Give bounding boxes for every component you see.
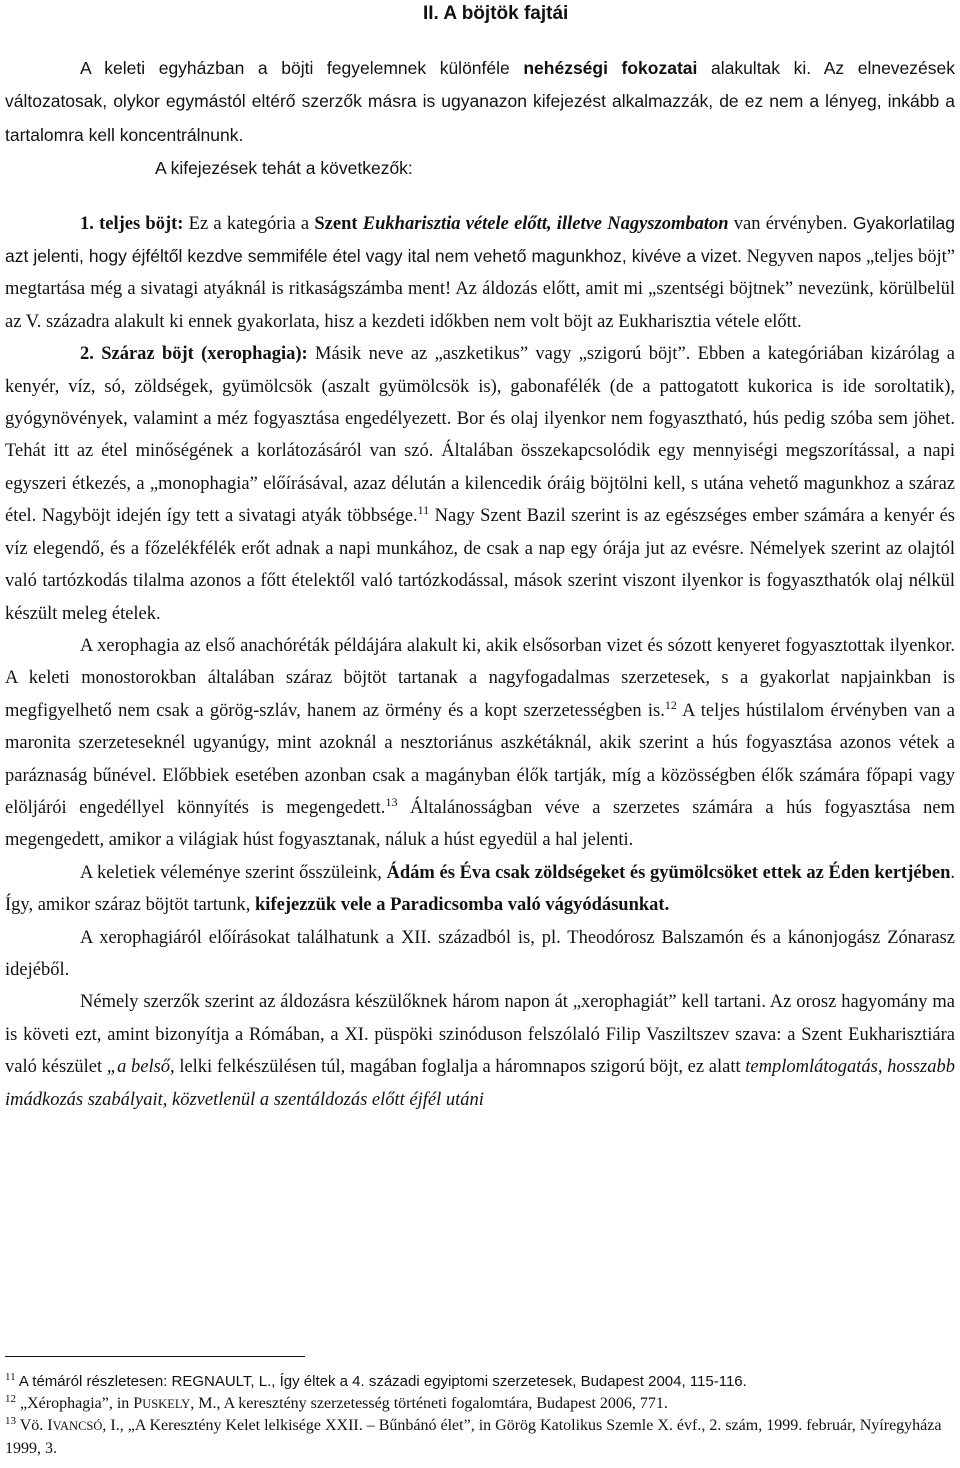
paragraph-teljes-bojt — [5, 207, 955, 339]
footnote-author: USKELY — [142, 1396, 191, 1411]
intro-text-2: alakultak ki. Az elnevezések változatosak, olykor egymástól eltérő szerzők másra is ugyanazon kifejezést alkalmazzák, de ez nem a lényeg, inkább a tartalomra kell koncentrálnunk. — [5, 58, 956, 145]
footnote-author: EGNAULT — [182, 1373, 251, 1390]
footnote-ref-13[interactable]: 13 — [385, 794, 398, 809]
xerophagia-text-3: Általánosságban véve a szerzetes számára a hús fogyasztása nem megengedett, amikor a világiak húst fogyasztanak, náluk a húst egyedül a hal jelenti. — [5, 797, 955, 851]
szaraz-bojt-text-1: Másik neve az „aszketikus” vagy „szigorú böjt”. Ebben a kategóriában kizárólag a kenyér, víz, só, zöldségek, gyümölcsök (aszalt gyümölcsök is), gabonafélék (de a pattogatott kukorica is ide soroltatik), gyógynövények, valamint a méz fogyasztása engedélyezett. Bor és olaj ilyenkor nem fogyasztható, hús pedig szóba sem jöhet. Tehát itt az étel minőségének a korlátozásáról van szó. Általában összekapcsolódik egy mennyiségi megszorítással, a napi egyszeri étkezés, a „monophagia” előírásával, azaz délután a kilencedik óráig böjtölni kell, s utána vehető magunkhoz a száraz étel. Nagyböjt idején így tett a sivatagi atyák többsége. — [5, 344, 955, 527]
teljes-bojt-euch: Eukharisztia vétele előtt, illetve Nagyszombaton — [357, 213, 729, 234]
teljes-bojt-text-4: Negyven napos „teljes böjt” megtartása még a sivatagi atyáknál is ritkaságszámba ment! Az áldozás előtt, amit mi „szentségi böjtnek” nevezünk, körülbelül az V. századra alakult ki ennek gyakorlata, hisz a kezdeti időkben nem volt böjt az Eukharisztia vétele előtt. — [5, 247, 955, 332]
footnote-text: , M., A keresztény szerzetesség történeti fogalomtára, Budapest 2006, 771. — [190, 1394, 668, 1412]
footnote-number: 12 — [5, 1392, 16, 1405]
teljes-bojt-text-1: Ez a kategória a — [183, 213, 315, 234]
keletiek-text-2: . Így, amikor száraz böjtöt tartunk, — [5, 862, 955, 916]
teljes-bojt-text-3: Gyakorlatilag azt jelenti, hogy éjféltől kezdve semmiféle étel vagy ital nem vehető magunkhoz, kivéve a vizet. — [5, 212, 955, 267]
footnote-number: 11 — [5, 1371, 16, 1383]
xerophagia-text-2: A teljes hústilalom érvényben van a maronita szerzeteseknél ugyanúgy, mint azoknál a nesztoriánus aszkétáknál, akik szerint a hús fogyasztása azonos vétek a paráznaság bűnével. Előbbiek esetében azonban csak a magányban élők tartják, míg a közösségben élők számára főpapi vagy elöljárói engedéllyel könnyítés is megengedett. — [5, 700, 955, 818]
intro-bold: nehézségi fokozatai — [523, 58, 698, 78]
footnote-11 — [5, 1371, 955, 1393]
footnote-ref-11[interactable]: 11 — [417, 503, 430, 518]
szaraz-bojt-title: 2. Száraz böjt (xerophagia): — [80, 344, 308, 365]
intro-text-1: A keleti egyházban a böjti fegyelemnek különféle — [80, 58, 524, 78]
xerophagia-text-1: A xerophagia az első anachóréták példájára alakult ki, akik elsősorban vizet és sózott kenyeret fogyasztottak ilyenkor. A keleti monostorokban általában száraz böjtöt tartanak a nagyfogadalmas szerzetesek, s a gyakorlat napjainkban is megfigyelhető nem csak a görög-szláv, hanem az örmény és a kopt szerzetességben is. — [5, 635, 955, 721]
footnote-divider — [5, 1356, 305, 1357]
footnote-text: A témáról részletesen: R — [15, 1373, 183, 1390]
footnote-text: Vö. I — [16, 1417, 53, 1434]
footnote-text: „Xérophagia”, in P — [16, 1394, 143, 1412]
paragraph-keletiek — [5, 857, 955, 922]
intro-paragraph — [5, 52, 955, 185]
intro-text-3: A kifejezések tehát a következők: — [155, 158, 413, 179]
nemely-italic-1: „a belső, — [106, 1057, 175, 1078]
paragraph-nemely-szerzok — [5, 986, 955, 1116]
footnote-text: , L., Így éltek a 4. századi egyiptomi szerzetesek, Budapest 2004, 115-116. — [250, 1373, 747, 1390]
nemely-text-1: Némely szerzők szerint az áldozásra készülőknek három napon át „xerophagiát” kell tartani. Az orosz hagyomány ma is követi ezt, amint bizonyítja a Rómában, a XI. püspöki szinóduson felszólaló Filip Vasziltszev szava: a Szent Eukharisztiára való készület — [5, 992, 955, 1078]
paragraph-xerophagia — [5, 630, 955, 857]
nemely-italic-2: templomlátogatás, hosszabb imádkozás szabályait, közvetlenül a szentáldozás előtt éjfél utáni — [5, 1057, 955, 1110]
footnote-12 — [5, 1393, 955, 1416]
footnote-ref-12[interactable]: 12 — [664, 697, 677, 712]
szaraz-bojt-text-2: Nagy Szent Bazil szerint is az egészséges ember számára a kenyér és víz elegendő, és a főzelékfélék erőt adnak a napi munkához, de csak a nap egy órája jut az evésre. Némelyek szerint az olajtól való tartózkodás tilalma azonos a főtt ételektől való tartózkodással, mások szerint viszont ilyenkor is fogyaszthatók olaj nélkül készült meleg ételek. — [5, 506, 956, 624]
paragraph-szaraz-bojt — [5, 338, 955, 630]
xii-szazad-text: A xerophagiáról előírásokat találhatunk a XII. századból is, pl. Theodórosz Balszamón és a kánonjogász Zónarasz idejéből. — [5, 927, 955, 980]
keletiek-bold-1: Ádám és Éva csak zöldségeket és gyümölcsöket ettek az Éden kertjében — [386, 862, 951, 883]
footnote-author: VANCSÓ — [52, 1419, 103, 1433]
teljes-bojt-szent: Szent — [314, 213, 358, 234]
footnotes — [5, 1371, 955, 1459]
footnote-13 — [5, 1415, 955, 1459]
paragraph-xii-szazad — [5, 922, 955, 987]
teljes-bojt-title: 1. teljes böjt: — [80, 213, 184, 234]
teljes-bojt-text-2: van érvényben. — [728, 213, 848, 234]
keletiek-bold-2: kifejezzük vele a Paradicsomba való vágyódásunkat. — [255, 895, 670, 916]
keletiek-text-1: A keletiek véleménye szerint ősszüleink, — [80, 862, 387, 883]
footnote-text: , I., „A Keresztény Kelet lelkisége XXII. – Bűnbánó élet”, in Görög Katolikus Szemle X. évf., 2. szám, 1999. február, Nyíregyháza 1999, 3. — [5, 1417, 942, 1457]
body-text — [5, 52, 955, 1116]
section-heading: II. A böjtök fajtái — [423, 3, 569, 24]
nemely-text-2: lelki felkészülésen túl, magában foglalja a háromnapos szigorú böjt, ez alatt — [174, 1057, 746, 1078]
footnote-number: 13 — [5, 1415, 16, 1427]
